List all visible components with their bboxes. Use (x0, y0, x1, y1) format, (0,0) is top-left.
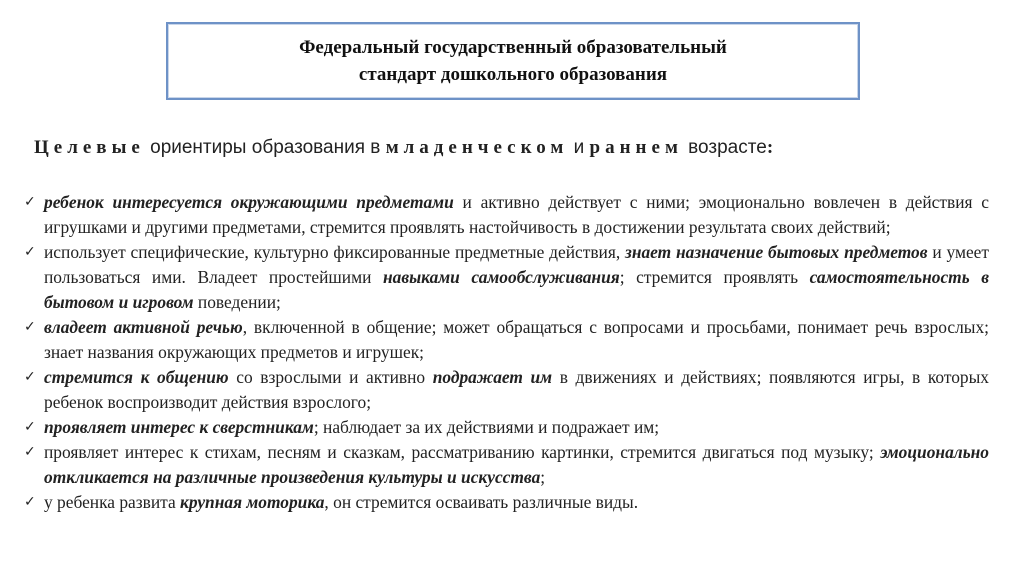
item-text: со взрослыми и активно (228, 367, 433, 387)
subtitle-word-early: раннем (589, 137, 683, 158)
subtitle-text-2: и (568, 137, 590, 158)
subtitle (34, 137, 994, 159)
item-text: , включенной в общение; может обращаться с вопросами и просьбами, понимает речь взрослых; знает названия окружающих предметов и игрушек; (44, 317, 989, 362)
item-text: , он стремится осваивать различные виды. (324, 492, 639, 512)
list-item (16, 440, 989, 490)
title-line-2: стандарт дошкольного образования (358, 64, 668, 85)
item-emphasis: подражает им (432, 367, 553, 387)
list-item (16, 365, 989, 415)
title-box (166, 22, 860, 100)
item-emphasis: стремится к общению (44, 367, 229, 387)
checkmark-icon: ✓ (24, 369, 36, 385)
item-emphasis: крупная моторика (180, 492, 325, 512)
item-emphasis: самостоятельность в бытовом и игровом (44, 267, 990, 312)
checkmark-icon: ✓ (24, 244, 36, 260)
target-list (16, 190, 989, 515)
list-item (16, 315, 989, 365)
item-text: использует специфические, культурно фиксированные предметные действия, (44, 242, 626, 262)
item-emphasis: эмоционально откликается на различные произведения культуры и искусства (44, 442, 989, 487)
title-line-1: Федеральный государственный образовательный (299, 37, 727, 58)
list-item (16, 490, 989, 515)
list-item (16, 240, 989, 315)
subtitle-word-target: Целевые (34, 137, 145, 158)
item-text: ; (540, 467, 546, 487)
checkmark-icon: ✓ (24, 444, 36, 460)
item-text: поведении; (193, 292, 281, 312)
subtitle-colon: : (766, 137, 774, 158)
item-text: ; стремится проявлять (619, 267, 810, 287)
checkmark-icon: ✓ (24, 319, 36, 335)
list-item (16, 415, 989, 440)
checkmark-icon: ✓ (24, 194, 36, 210)
item-emphasis: знает назначение бытовых предметов (625, 242, 928, 262)
subtitle-text-3: возрасте (682, 137, 767, 158)
item-text: проявляет интерес к стихам, песням и сказкам, рассматриванию картинки, стремится двигаться под музыку; (44, 442, 881, 462)
subtitle-text-1: ориентиры образования в (144, 137, 386, 158)
item-text: и умеет пользоваться ими. Владеет простейшими (44, 242, 989, 287)
item-emphasis: навыками самообслуживания (383, 267, 620, 287)
item-text: и активно действует с ними; эмоционально вовлечен в действия с игрушками и другими предметами, стремится проявлять настойчивость в достижении результата своих действий; (44, 192, 989, 237)
checkmark-icon: ✓ (24, 419, 36, 435)
item-text: у ребенка развита (44, 492, 181, 512)
checkmark-icon: ✓ (24, 494, 36, 510)
item-emphasis: владеет активной речью (44, 317, 243, 337)
item-text: ; наблюдает за их действиями и подражает им; (313, 417, 660, 437)
item-emphasis: ребенок интересуется окружающими предметами (44, 192, 454, 212)
subtitle-word-infant: младенческом (385, 137, 569, 158)
list-item (16, 190, 989, 240)
item-emphasis: проявляет интерес к сверстникам (44, 417, 314, 437)
item-text: в движениях и действиях; появляются игры, в которых ребенок воспроизводит действия взрослого; (44, 367, 989, 412)
